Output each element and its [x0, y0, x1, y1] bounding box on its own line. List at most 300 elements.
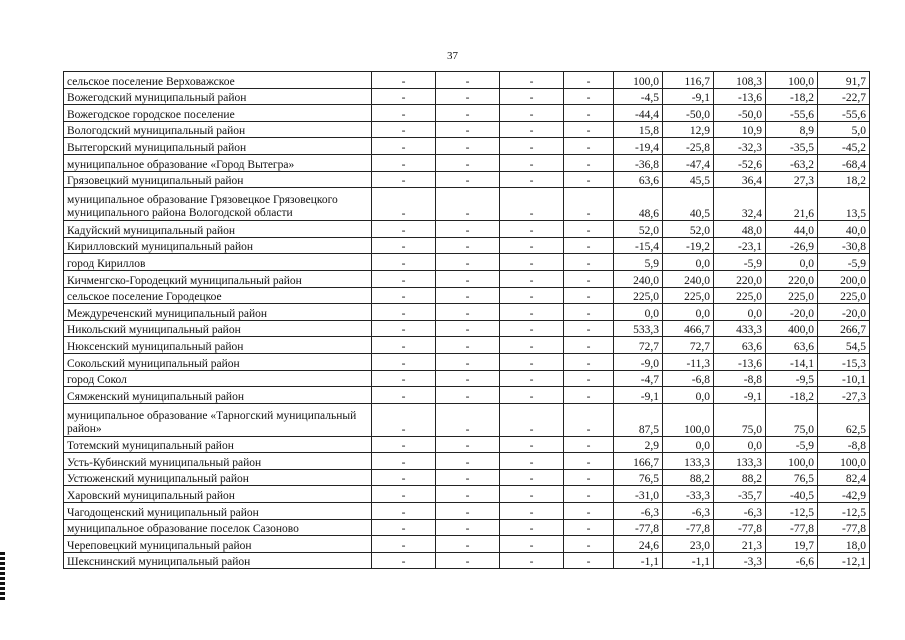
value-cell: 88,2 — [714, 469, 766, 486]
value-cell: 133,3 — [714, 453, 766, 470]
value-cell: -77,8 — [663, 519, 714, 536]
dash-cell: - — [372, 503, 436, 520]
dash-cell: - — [564, 287, 614, 304]
dash-cell: - — [500, 171, 564, 188]
value-cell: -77,8 — [714, 519, 766, 536]
value-cell: -20,0 — [818, 304, 870, 321]
value-cell: 63,6 — [766, 337, 818, 354]
value-cell: 76,5 — [766, 469, 818, 486]
value-cell: -1,1 — [663, 552, 714, 569]
table-body — [64, 72, 870, 569]
value-cell: 18,2 — [818, 171, 870, 188]
row-name-cell: Сямженский муниципальный район — [64, 387, 372, 404]
dash-cell: - — [500, 138, 564, 155]
dash-cell: - — [436, 287, 500, 304]
dash-cell: - — [564, 72, 614, 89]
dash-cell: - — [500, 503, 564, 520]
dash-cell: - — [564, 519, 614, 536]
value-cell: 5,9 — [614, 254, 663, 271]
dash-cell: - — [564, 370, 614, 387]
value-cell: 48,6 — [614, 188, 663, 221]
value-cell: 82,4 — [818, 469, 870, 486]
value-cell: -9,1 — [714, 387, 766, 404]
value-cell: 40,0 — [818, 221, 870, 238]
dash-cell: - — [372, 453, 436, 470]
dash-cell: - — [436, 188, 500, 221]
value-cell: -35,7 — [714, 486, 766, 503]
dash-cell: - — [436, 88, 500, 105]
value-cell: 45,5 — [663, 171, 714, 188]
value-cell: 13,5 — [818, 188, 870, 221]
row-name-cell: Кирилловский муниципальный район — [64, 237, 372, 254]
dash-cell: - — [564, 188, 614, 221]
value-cell: -33,3 — [663, 486, 714, 503]
row-name-cell: город Сокол — [64, 370, 372, 387]
dash-cell: - — [500, 287, 564, 304]
value-cell: 220,0 — [766, 270, 818, 287]
value-cell: -9,5 — [766, 370, 818, 387]
table-row — [64, 503, 870, 520]
dash-cell: - — [372, 154, 436, 171]
value-cell: -1,1 — [614, 552, 663, 569]
dash-cell: - — [372, 188, 436, 221]
value-cell: -3,3 — [714, 552, 766, 569]
dash-cell: - — [372, 254, 436, 271]
dash-cell: - — [372, 287, 436, 304]
dash-cell: - — [372, 105, 436, 122]
table-row — [64, 469, 870, 486]
table-row — [64, 486, 870, 503]
value-cell: -77,8 — [818, 519, 870, 536]
value-cell: -55,6 — [818, 105, 870, 122]
table-row — [64, 270, 870, 287]
value-cell: 27,3 — [766, 171, 818, 188]
dash-cell: - — [436, 221, 500, 238]
dash-cell: - — [500, 105, 564, 122]
dash-cell: - — [500, 403, 564, 436]
dash-cell: - — [372, 337, 436, 354]
row-name-cell: Чагодощенский муниципальный район — [64, 503, 372, 520]
value-cell: 133,3 — [663, 453, 714, 470]
dash-cell: - — [372, 72, 436, 89]
value-cell: 116,7 — [663, 72, 714, 89]
dash-cell: - — [372, 353, 436, 370]
value-cell: -4,5 — [614, 88, 663, 105]
row-name-cell: Кичменгско-Городецкий муниципальный район — [64, 270, 372, 287]
dash-cell: - — [564, 552, 614, 569]
value-cell: -30,8 — [818, 237, 870, 254]
dash-cell: - — [372, 469, 436, 486]
dash-cell: - — [372, 387, 436, 404]
value-cell: 23,0 — [663, 536, 714, 553]
value-cell: 44,0 — [766, 221, 818, 238]
value-cell: 87,5 — [614, 403, 663, 436]
value-cell: 100,0 — [818, 453, 870, 470]
dash-cell: - — [500, 304, 564, 321]
dash-cell: - — [500, 188, 564, 221]
value-cell: 166,7 — [614, 453, 663, 470]
dash-cell: - — [436, 138, 500, 155]
value-cell: 220,0 — [714, 270, 766, 287]
value-cell: 240,0 — [614, 270, 663, 287]
value-cell: -5,9 — [766, 436, 818, 453]
dash-cell: - — [500, 519, 564, 536]
dash-cell: - — [500, 353, 564, 370]
value-cell: 0,0 — [766, 254, 818, 271]
scan-edge-mark — [0, 552, 5, 602]
value-cell: -13,6 — [714, 353, 766, 370]
dash-cell: - — [500, 453, 564, 470]
value-cell: 72,7 — [663, 337, 714, 354]
value-cell: -6,3 — [714, 503, 766, 520]
value-cell: 54,5 — [818, 337, 870, 354]
value-cell: 76,5 — [614, 469, 663, 486]
value-cell: 100,0 — [614, 72, 663, 89]
value-cell: -14,1 — [766, 353, 818, 370]
value-cell: 62,5 — [818, 403, 870, 436]
value-cell: 433,3 — [714, 320, 766, 337]
value-cell: 200,0 — [818, 270, 870, 287]
value-cell: 72,7 — [614, 337, 663, 354]
dash-cell: - — [372, 486, 436, 503]
value-cell: -18,2 — [766, 88, 818, 105]
table-row — [64, 403, 870, 436]
value-cell: -9,1 — [614, 387, 663, 404]
dash-cell: - — [372, 403, 436, 436]
value-cell: 91,7 — [818, 72, 870, 89]
value-cell: -23,1 — [714, 237, 766, 254]
dash-cell: - — [372, 536, 436, 553]
row-name-cell: Устюженский муниципальный район — [64, 469, 372, 486]
dash-cell: - — [436, 171, 500, 188]
dash-cell: - — [564, 486, 614, 503]
data-table — [63, 71, 870, 569]
dash-cell: - — [564, 353, 614, 370]
value-cell: -6,3 — [614, 503, 663, 520]
value-cell: 0,0 — [663, 254, 714, 271]
dash-cell: - — [436, 270, 500, 287]
value-cell: -9,0 — [614, 353, 663, 370]
table-row — [64, 237, 870, 254]
dash-cell: - — [500, 552, 564, 569]
value-cell: -5,9 — [714, 254, 766, 271]
value-cell: 400,0 — [766, 320, 818, 337]
dash-cell: - — [500, 221, 564, 238]
row-name-cell: Вытегорский муниципальный район — [64, 138, 372, 155]
row-name-cell: Усть-Кубинский муниципальный район — [64, 453, 372, 470]
value-cell: 108,3 — [714, 72, 766, 89]
value-cell: 63,6 — [614, 171, 663, 188]
value-cell: -8,8 — [714, 370, 766, 387]
value-cell: 5,0 — [818, 121, 870, 138]
dash-cell: - — [436, 486, 500, 503]
value-cell: -19,2 — [663, 237, 714, 254]
value-cell: -6,3 — [663, 503, 714, 520]
dash-cell: - — [500, 536, 564, 553]
dash-cell: - — [436, 503, 500, 520]
table-row — [64, 552, 870, 569]
row-name-cell: Междуреченский муниципальный район — [64, 304, 372, 321]
value-cell: -12,5 — [766, 503, 818, 520]
dash-cell: - — [500, 72, 564, 89]
dash-cell: - — [436, 519, 500, 536]
table-row — [64, 353, 870, 370]
value-cell: -77,8 — [614, 519, 663, 536]
table-row — [64, 287, 870, 304]
dash-cell: - — [372, 304, 436, 321]
dash-cell: - — [500, 237, 564, 254]
value-cell: 21,3 — [714, 536, 766, 553]
row-name-cell: муниципальное образование поселок Сазоново — [64, 519, 372, 536]
table-row — [64, 304, 870, 321]
dash-cell: - — [564, 453, 614, 470]
value-cell: 225,0 — [663, 287, 714, 304]
dash-cell: - — [436, 403, 500, 436]
dash-cell: - — [436, 353, 500, 370]
row-name-cell: Никольский муниципальный район — [64, 320, 372, 337]
value-cell: 225,0 — [614, 287, 663, 304]
dash-cell: - — [564, 254, 614, 271]
dash-cell: - — [564, 121, 614, 138]
row-name-cell: Вожегодское городское поселение — [64, 105, 372, 122]
dash-cell: - — [372, 221, 436, 238]
value-cell: 48,0 — [714, 221, 766, 238]
table-row — [64, 105, 870, 122]
dash-cell: - — [564, 237, 614, 254]
value-cell: 8,9 — [766, 121, 818, 138]
dash-cell: - — [564, 154, 614, 171]
dash-cell: - — [436, 387, 500, 404]
value-cell: -15,4 — [614, 237, 663, 254]
value-cell: -45,2 — [818, 138, 870, 155]
row-name-cell: Кадуйский муниципальный район — [64, 221, 372, 238]
value-cell: -36,8 — [614, 154, 663, 171]
value-cell: -47,4 — [663, 154, 714, 171]
value-cell: -25,8 — [663, 138, 714, 155]
value-cell: 0,0 — [614, 304, 663, 321]
row-name-cell: город Кириллов — [64, 254, 372, 271]
dash-cell: - — [564, 469, 614, 486]
row-name-cell: Нюксенский муниципальный район — [64, 337, 372, 354]
page-number: 37 — [447, 50, 458, 62]
value-cell: 52,0 — [663, 221, 714, 238]
value-cell: -11,3 — [663, 353, 714, 370]
value-cell: 40,5 — [663, 188, 714, 221]
dash-cell: - — [564, 320, 614, 337]
value-cell: 32,4 — [714, 188, 766, 221]
value-cell: -10,1 — [818, 370, 870, 387]
value-cell: -13,6 — [714, 88, 766, 105]
value-cell: 12,9 — [663, 121, 714, 138]
value-cell: -20,0 — [766, 304, 818, 321]
table-row — [64, 154, 870, 171]
value-cell: 466,7 — [663, 320, 714, 337]
dash-cell: - — [436, 105, 500, 122]
table-row — [64, 536, 870, 553]
value-cell: -22,7 — [818, 88, 870, 105]
value-cell: 240,0 — [663, 270, 714, 287]
value-cell: -9,1 — [663, 88, 714, 105]
value-cell: -77,8 — [766, 519, 818, 536]
value-cell: 36,4 — [714, 171, 766, 188]
dash-cell: - — [500, 486, 564, 503]
value-cell: -4,7 — [614, 370, 663, 387]
row-name-cell: муниципальное образование «Город Вытегра» — [64, 154, 372, 171]
dash-cell: - — [372, 370, 436, 387]
value-cell: 10,9 — [714, 121, 766, 138]
table-row — [64, 320, 870, 337]
row-name-cell: Череповецкий муниципальный район — [64, 536, 372, 553]
value-cell: -5,9 — [818, 254, 870, 271]
row-name-cell: муниципальное образование Грязовецкое Грязовецкого муниципального района Вологодской области — [64, 188, 372, 221]
row-name-cell: муниципальное образование «Тарногский муниципальный район» — [64, 403, 372, 436]
value-cell: 225,0 — [818, 287, 870, 304]
value-cell: 63,6 — [714, 337, 766, 354]
value-cell: -31,0 — [614, 486, 663, 503]
value-cell: -12,5 — [818, 503, 870, 520]
value-cell: -6,6 — [766, 552, 818, 569]
value-cell: -63,2 — [766, 154, 818, 171]
table-row — [64, 453, 870, 470]
value-cell: -8,8 — [818, 436, 870, 453]
value-cell: 100,0 — [766, 72, 818, 89]
dash-cell: - — [564, 503, 614, 520]
dash-cell: - — [436, 536, 500, 553]
value-cell: 0,0 — [663, 436, 714, 453]
value-cell: 533,3 — [614, 320, 663, 337]
row-name-cell: сельское поселение Верховажское — [64, 72, 372, 89]
dash-cell: - — [564, 403, 614, 436]
dash-cell: - — [372, 88, 436, 105]
value-cell: 0,0 — [714, 304, 766, 321]
value-cell: -50,0 — [714, 105, 766, 122]
value-cell: 0,0 — [663, 387, 714, 404]
value-cell: 100,0 — [766, 453, 818, 470]
dash-cell: - — [500, 337, 564, 354]
value-cell: -15,3 — [818, 353, 870, 370]
dash-cell: - — [564, 536, 614, 553]
value-cell: 2,9 — [614, 436, 663, 453]
dash-cell: - — [500, 270, 564, 287]
table-row — [64, 188, 870, 221]
dash-cell: - — [436, 254, 500, 271]
table-row — [64, 121, 870, 138]
dash-cell: - — [500, 154, 564, 171]
value-cell: -18,2 — [766, 387, 818, 404]
row-name-cell: Грязовецкий муниципальный район — [64, 171, 372, 188]
dash-cell: - — [436, 237, 500, 254]
value-cell: 225,0 — [766, 287, 818, 304]
table-row — [64, 370, 870, 387]
value-cell: 100,0 — [663, 403, 714, 436]
value-cell: 15,8 — [614, 121, 663, 138]
table-row — [64, 221, 870, 238]
dash-cell: - — [564, 138, 614, 155]
dash-cell: - — [372, 519, 436, 536]
table-row — [64, 387, 870, 404]
dash-cell: - — [564, 221, 614, 238]
dash-cell: - — [500, 320, 564, 337]
dash-cell: - — [372, 171, 436, 188]
dash-cell: - — [500, 436, 564, 453]
dash-cell: - — [564, 171, 614, 188]
dash-cell: - — [564, 337, 614, 354]
dash-cell: - — [500, 254, 564, 271]
row-name-cell: Тотемский муниципальный район — [64, 436, 372, 453]
value-cell: -35,5 — [766, 138, 818, 155]
dash-cell: - — [372, 320, 436, 337]
dash-cell: - — [436, 436, 500, 453]
dash-cell: - — [564, 105, 614, 122]
value-cell: 88,2 — [663, 469, 714, 486]
dash-cell: - — [564, 88, 614, 105]
table-row — [64, 72, 870, 89]
value-cell: -19,4 — [614, 138, 663, 155]
value-cell: -42,9 — [818, 486, 870, 503]
dash-cell: - — [372, 138, 436, 155]
table-row — [64, 254, 870, 271]
value-cell: 21,6 — [766, 188, 818, 221]
value-cell: -32,3 — [714, 138, 766, 155]
dash-cell: - — [500, 121, 564, 138]
value-cell: -12,1 — [818, 552, 870, 569]
dash-cell: - — [436, 552, 500, 569]
dash-cell: - — [564, 304, 614, 321]
dash-cell: - — [564, 387, 614, 404]
dash-cell: - — [500, 370, 564, 387]
value-cell: -26,9 — [766, 237, 818, 254]
value-cell: -50,0 — [663, 105, 714, 122]
row-name-cell: сельское поселение Городецкое — [64, 287, 372, 304]
table-row — [64, 519, 870, 536]
value-cell: 18,0 — [818, 536, 870, 553]
value-cell: -6,8 — [663, 370, 714, 387]
value-cell: -68,4 — [818, 154, 870, 171]
dash-cell: - — [372, 436, 436, 453]
value-cell: -27,3 — [818, 387, 870, 404]
dash-cell: - — [436, 154, 500, 171]
table-row — [64, 171, 870, 188]
table-row — [64, 337, 870, 354]
row-name-cell: Вологодский муниципальный район — [64, 121, 372, 138]
dash-cell: - — [436, 453, 500, 470]
value-cell: 75,0 — [714, 403, 766, 436]
value-cell: 0,0 — [714, 436, 766, 453]
value-cell: 52,0 — [614, 221, 663, 238]
value-cell: 266,7 — [818, 320, 870, 337]
row-name-cell: Сокольский муниципальный район — [64, 353, 372, 370]
row-name-cell: Вожегодский муниципальный район — [64, 88, 372, 105]
dash-cell: - — [564, 270, 614, 287]
dash-cell: - — [436, 72, 500, 89]
dash-cell: - — [436, 337, 500, 354]
value-cell: 225,0 — [714, 287, 766, 304]
dash-cell: - — [436, 121, 500, 138]
dash-cell: - — [500, 469, 564, 486]
value-cell: 24,6 — [614, 536, 663, 553]
dash-cell: - — [500, 88, 564, 105]
value-cell: -44,4 — [614, 105, 663, 122]
value-cell: 75,0 — [766, 403, 818, 436]
dash-cell: - — [436, 370, 500, 387]
dash-cell: - — [372, 121, 436, 138]
dash-cell: - — [436, 304, 500, 321]
dash-cell: - — [564, 436, 614, 453]
dash-cell: - — [372, 237, 436, 254]
dash-cell: - — [436, 469, 500, 486]
table-row — [64, 88, 870, 105]
value-cell: -40,5 — [766, 486, 818, 503]
